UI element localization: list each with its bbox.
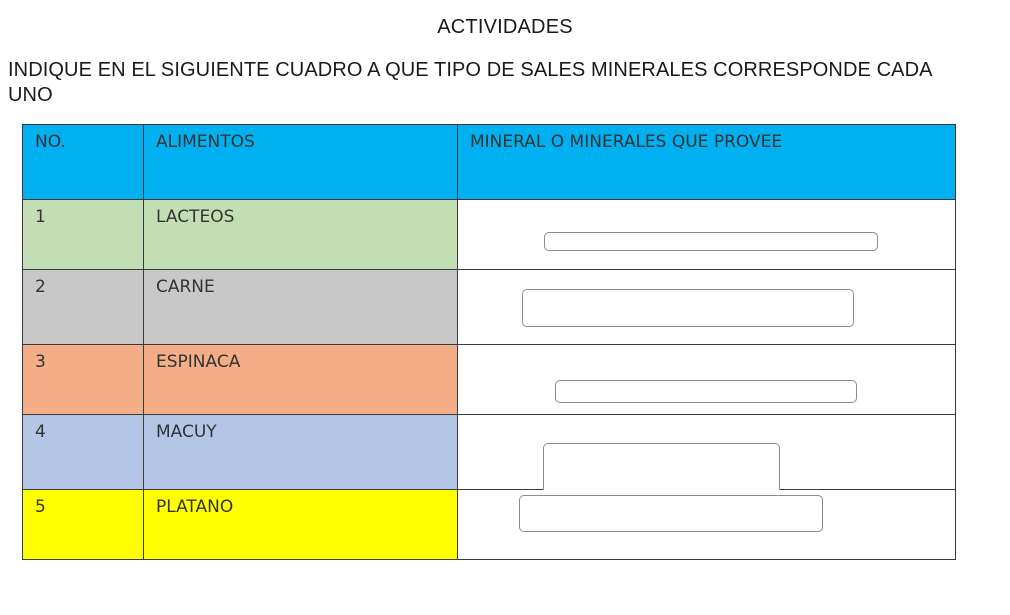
row-number: 1 bbox=[23, 200, 144, 270]
answer-input[interactable] bbox=[519, 495, 823, 532]
answer-input[interactable] bbox=[544, 232, 878, 251]
header-mineral: MINERAL O MINERALES QUE PROVEE bbox=[458, 125, 956, 200]
answer-cell bbox=[458, 415, 956, 490]
instruction-text: INDIQUE EN EL SIGUIENTE CUADRO A QUE TIPO DE SALES MINERALES CORRESPONDE CADA UNO bbox=[8, 59, 932, 106]
row-number: 2 bbox=[23, 270, 144, 345]
page-title: ACTIVIDADES bbox=[437, 16, 573, 38]
row-food: MACUY bbox=[144, 415, 458, 490]
row-number: 5 bbox=[23, 490, 144, 560]
answer-input[interactable] bbox=[522, 289, 854, 327]
answer-cell bbox=[458, 345, 956, 415]
table-row bbox=[23, 490, 956, 560]
row-number: 3 bbox=[23, 345, 144, 415]
header-no: NO. bbox=[23, 125, 144, 200]
row-number: 4 bbox=[23, 415, 144, 490]
answer-input[interactable] bbox=[555, 380, 857, 403]
row-food: LACTEOS bbox=[144, 200, 458, 270]
row-food: PLATANO bbox=[144, 490, 458, 560]
answer-cell bbox=[458, 200, 956, 270]
answer-cell bbox=[458, 270, 956, 345]
table-row bbox=[23, 415, 956, 490]
table-header-row bbox=[23, 125, 956, 200]
answer-input[interactable] bbox=[543, 443, 780, 495]
row-food: ESPINACA bbox=[144, 345, 458, 415]
header-alimentos: ALIMENTOS bbox=[144, 125, 458, 200]
answer-cell bbox=[458, 490, 956, 560]
table-row bbox=[23, 270, 956, 345]
table-row bbox=[23, 345, 956, 415]
minerals-table bbox=[22, 124, 956, 560]
row-food: CARNE bbox=[144, 270, 458, 345]
table-row bbox=[23, 200, 956, 270]
